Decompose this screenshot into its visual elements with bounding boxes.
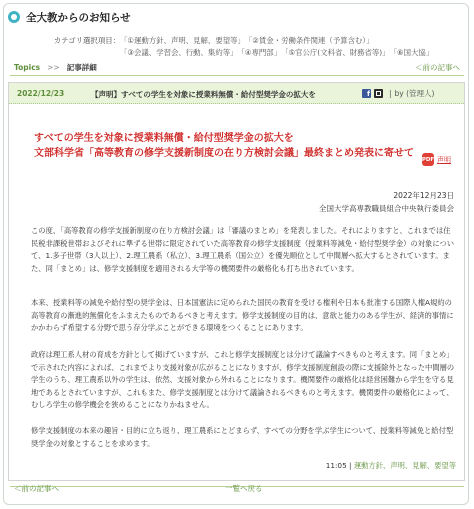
body-paragraph-1: この度、「高等教育の修学支援新制度の在り方検討会議」は「審議のまとめ」を発表しました。それによりますと、これまでは住民税非課税世帯およびそれに準ずる世帯に限定されていた高等教育の修学支援制度（授業料等減免・給付型奨学金）の対象について、1.多子世帯（3人以上）、2.理工農系（私立）、3.理工農系（国公立）を優先順位として中間層へ拡大するとされています。また、同「まとめ」は、修学支援制度を適用される大学等の機関要件の厳格化も打ち出されています。 (31, 226, 455, 273)
body-paragraph-4: 修学支援制度の本来の趣旨・目的に立ち返り、理工農系にとどまらず、すべての分野を学ぶ学生について、授業料等減免と給付型奨学金の対象とすることを求めます。 (31, 426, 454, 448)
category-item-4[interactable]: 「④専門部」 (237, 47, 282, 57)
category-item-2[interactable]: 「②賃金・労働条件関連（予算含む）」 (244, 35, 374, 45)
footer-category-link[interactable]: 運動方針、声明、見解、要望等 (353, 461, 456, 470)
article-footer (326, 461, 456, 471)
pdf-download-link[interactable] (422, 153, 451, 166)
body-paragraph-3: 政府は理工系人材の育成を方針として掲げていますが、これと修学支援制度とは分けて議論すべきものと考えます。同「まとめ」で示された内容によれば、これまでより支援対象が広がることになりますが、修学支援制度創設の際に支援除外となった中間層の学生のうち、理工農系以外の学生は、依然、支援対象から外れることになります。機関要件の厳格化は経営困難から学生を守る見地であるとされていますが、これもまた、修学支援制度とは分けて議論されるべきものと考えます。機関要件の厳格化によって、むしろ学生の修学機会を狭めることになりかねません。 (31, 350, 455, 409)
share-bar (362, 88, 434, 99)
back-to-list-link[interactable]: 一覧へ戻る (225, 484, 263, 493)
statement-organization: 全国大学高専教職員組合中央執行委員会 (319, 204, 454, 213)
body-paragraph-2: 本来、授業料等の減免や給付型の奨学金は、日本国憲法に定められた国民の教育を受ける権利や日本も批准する国際人権A規約の高等教育の漸進的無償化をふまえたものであるべきと考えます。修学支援制度の目的は、意欲と能力のある学生が、経済的事情にかかわらず希望する分野で思う存分学ぶことができる環境をつくることにあります。 (31, 298, 454, 332)
section-title: 全大教からのお知らせ (26, 11, 131, 24)
share-separator: | (389, 89, 392, 98)
article-title (34, 131, 434, 161)
category-item-1[interactable]: 「①運動方針、声明、見解、要望等」 (120, 35, 245, 45)
category-selector (0, 34, 474, 58)
category-item-3[interactable]: 「③会議、学習会、行動、集約等」 (120, 47, 238, 57)
info-circle-icon (8, 11, 20, 23)
breadcrumb-topics-link[interactable]: Topics (14, 63, 41, 72)
section-header (8, 9, 131, 25)
category-row-1 (0, 34, 474, 46)
prev-article-link-top[interactable]: ＜前の記事へ (415, 63, 460, 72)
breadcrumb-current: 記事詳細 (66, 63, 97, 72)
footer-separator: | (349, 461, 352, 470)
facebook-icon[interactable]: f (362, 89, 371, 98)
pdf-label[interactable]: 声明 (437, 155, 451, 164)
share-icon[interactable] (374, 89, 383, 98)
prev-article-link-bottom[interactable]: ＜前の記事へ (14, 484, 59, 493)
statement-date: 2022年12月23日 (393, 191, 454, 200)
breadcrumb-separator: >> (47, 63, 60, 72)
article (8, 82, 465, 481)
post-time: 11:05 (325, 461, 347, 470)
category-item-6[interactable]: 「⑥国大協」 (389, 47, 434, 57)
category-row-2 (0, 46, 474, 58)
breadcrumb (14, 62, 460, 73)
pdf-icon: PDF (422, 153, 434, 166)
author-byline: by (管理人) (394, 89, 435, 98)
category-item-5[interactable]: 「⑤官公庁(文科省、財務省等)」 (281, 47, 390, 57)
article-header (9, 83, 464, 104)
article-date: 2022/12/23 (17, 89, 65, 98)
category-label: カテゴリ選択項目： (53, 35, 120, 45)
article-title-line-2: 文部科学省「高等教育の修学支援新制度の在り方検討会議」最終まとめ発表に寄せて (34, 148, 414, 159)
breadcrumb-divider (10, 75, 464, 76)
bottom-nav (14, 483, 460, 494)
article-title-line-1: すべての学生を対象に授業料無償・給付型奨学金の拡大を (34, 133, 294, 144)
article-head-title: 【声明】すべての学生を対象に授業料無償・給付型奨学金の拡大を (91, 90, 316, 99)
